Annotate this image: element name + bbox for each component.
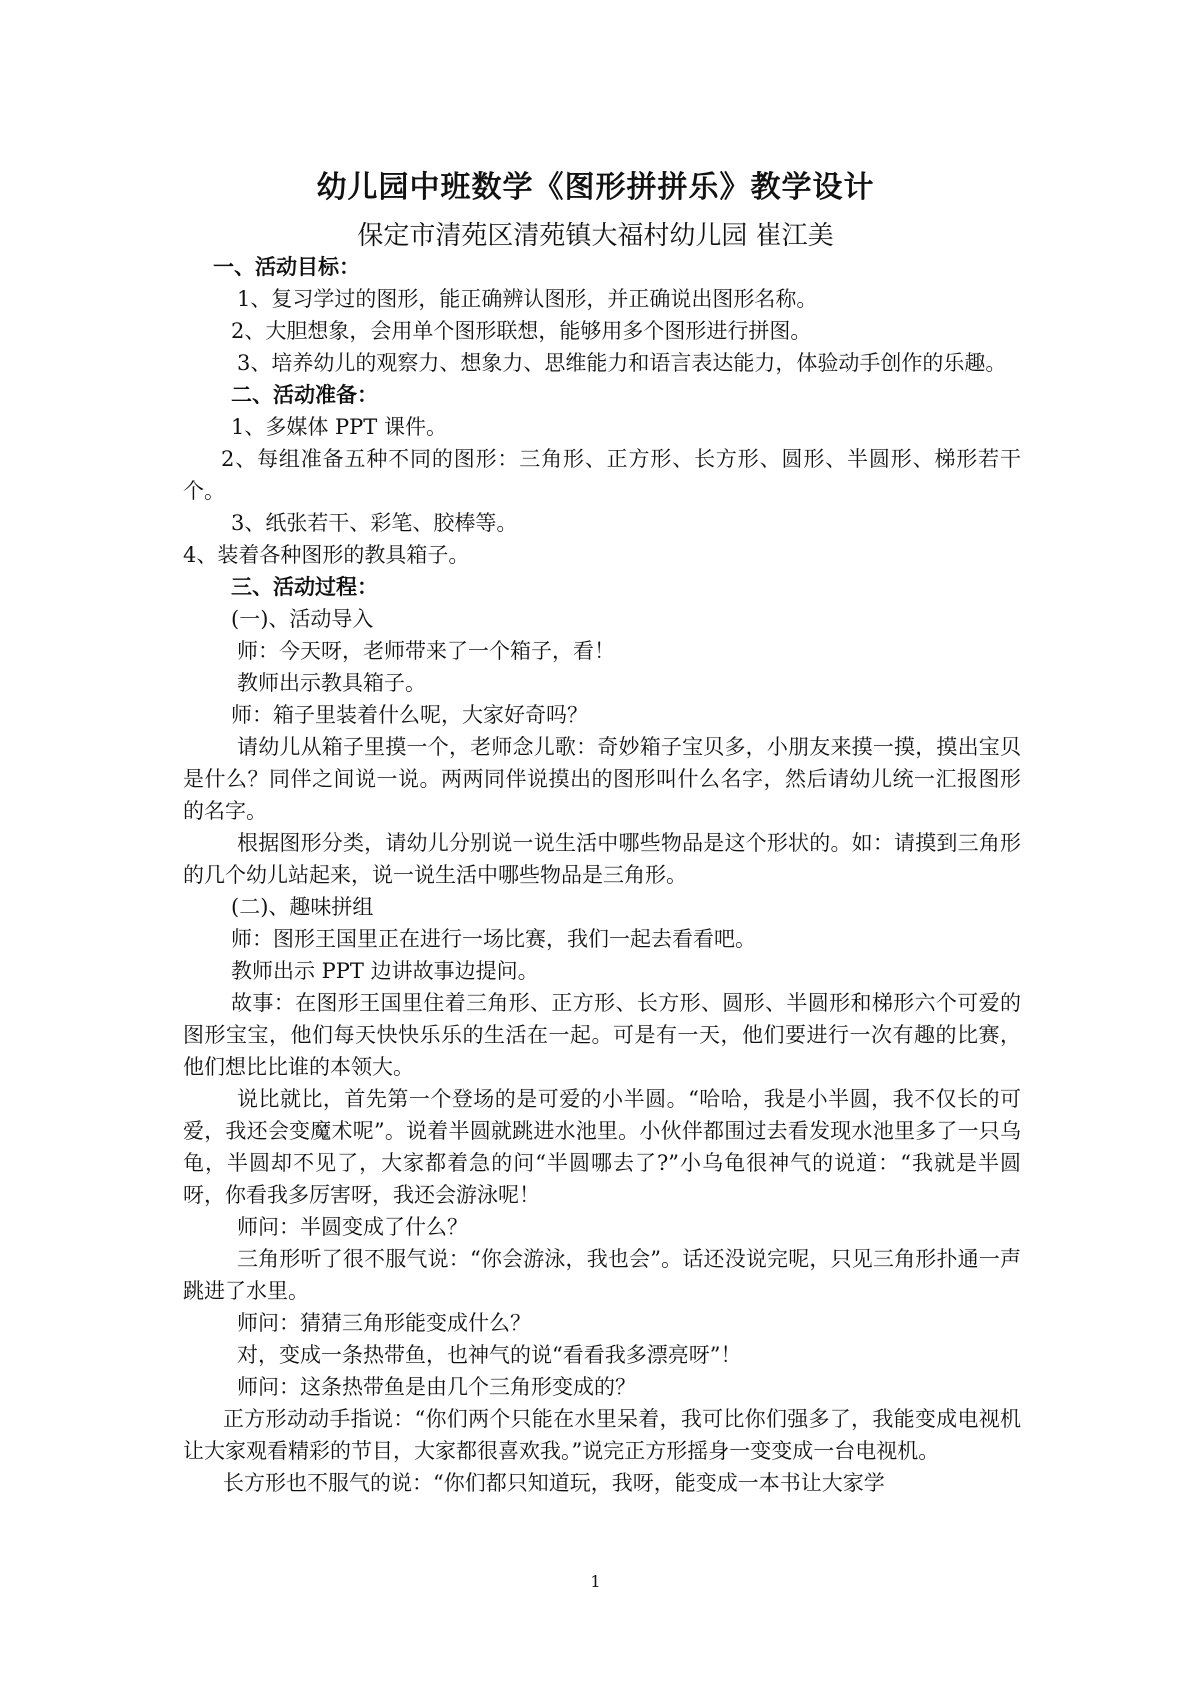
paragraph: 师问：半圆变成了什么？ bbox=[237, 1215, 468, 1239]
paragraph bbox=[183, 443, 1021, 507]
paragraph: 师问：这条热带鱼是由几个三角形变成的？ bbox=[237, 1375, 636, 1399]
paragraph-text: 长方形也不服气的说：“你们都只知道玩，我呀，能变成一本书让大家学 bbox=[223, 1471, 885, 1495]
paragraph bbox=[183, 731, 1021, 827]
paragraph-text: 三角形听了很不服气说：“你会游泳，我也会”。话还没说完呢，只见三角形扑通一声跳进了水里。 bbox=[183, 1247, 1021, 1303]
paragraph bbox=[183, 987, 1021, 1083]
paragraph bbox=[183, 1403, 1021, 1467]
subsection-heading-puzzle: (二)、趣味拼组 bbox=[231, 895, 374, 919]
paragraph-text: 3、培养幼儿的观察力、想象力、思维能力和语言表达能力，体验动手创作的乐趣。 bbox=[237, 351, 1007, 375]
paragraph bbox=[183, 1083, 1021, 1211]
paragraph bbox=[183, 1467, 1021, 1499]
paragraph: 师：图形王国里正在进行一场比赛，我们一起去看看吧。 bbox=[231, 927, 756, 951]
paragraph: 对，变成一条热带鱼，也神气的说“看看我多漂亮呀”！ bbox=[237, 1343, 742, 1367]
document-author: 保定市清苑区清苑镇大福村幼儿园 崔江美 bbox=[357, 221, 834, 251]
paragraph: 3、纸张若干、彩笔、胶棒等。 bbox=[231, 511, 518, 535]
paragraph: 1、多媒体 PPT 课件。 bbox=[231, 415, 447, 439]
document-body bbox=[183, 251, 1021, 1499]
paragraph-text: 正方形动动手指说：“你们两个只能在水里呆着，我可比你们强多了，我能变成电视机让大家观看精彩的节目，大家都很喜欢我。”说完正方形摇身一变变成一台电视机。 bbox=[183, 1407, 1021, 1463]
paragraph: 2、大胆想象，会用单个图形联想，能够用多个图形进行拼图。 bbox=[231, 319, 812, 343]
document-title: 幼儿园中班数学《图形拼拼乐》教学设计 bbox=[316, 170, 875, 205]
section-heading-preparation: 二、活动准备： bbox=[231, 383, 378, 407]
paragraph: 师：箱子里装着什么呢，大家好奇吗？ bbox=[231, 703, 588, 727]
page-number: 1 bbox=[590, 1572, 601, 1591]
paragraph: 4、装着各种图形的教具箱子。 bbox=[183, 543, 470, 567]
paragraph: 1、复习学过的图形，能正确辨认图形，并正确说出图形名称。 bbox=[237, 287, 818, 311]
subsection-heading-intro: (一)、活动导入 bbox=[231, 607, 374, 631]
paragraph-text: 故事：在图形王国里住着三角形、正方形、长方形、圆形、半圆形和梯形六个可爱的图形宝宝，他们每天快快乐乐的生活在一起。可是有一天，他们要进行一次有趣的比赛，他们想比比谁的本领大。 bbox=[183, 991, 1021, 1079]
paragraph-text: 根据图形分类，请幼儿分别说一说生活中哪些物品是这个形状的。如：请摸到三角形的几个幼儿站起来，说一说生活中哪些物品是三角形。 bbox=[183, 831, 1021, 887]
paragraph bbox=[183, 1243, 1021, 1307]
paragraph: 教师出示 PPT 边讲故事边提问。 bbox=[231, 959, 539, 983]
paragraph bbox=[183, 347, 1021, 379]
paragraph: 师：今天呀，老师带来了一个箱子，看！ bbox=[237, 639, 615, 663]
paragraph: 师问：猜猜三角形能变成什么？ bbox=[237, 1311, 531, 1335]
paragraph-text: 请幼儿从箱子里摸一个，老师念儿歌：奇妙箱子宝贝多，小朋友来摸一摸，摸出宝贝是什么？同伴之间说一说。两两同伴说摸出的图形叫什么名字，然后请幼儿统一汇报图形的名字。 bbox=[183, 735, 1021, 823]
paragraph-text: 说比就比，首先第一个登场的是可爱的小半圆。“哈哈，我是小半圆，我不仅长的可爱，我还会变魔术呢”。说着半圆就跳进水池里。小伙伴都围过去看发现水池里多了一只乌龟，半圆却不见了，大家都着急的问“半圆哪去了?”小乌龟很神气的说道：“我就是半圆呀，你看我多厉害呀，我还会游泳呢！ bbox=[183, 1087, 1021, 1207]
paragraph-text: 2、每组准备五种不同的图形：三角形、正方形、长方形、圆形、半圆形、梯形若干个。 bbox=[183, 447, 1021, 503]
section-heading-process: 三、活动过程： bbox=[231, 575, 378, 599]
paragraph: 教师出示教具箱子。 bbox=[237, 671, 426, 695]
paragraph bbox=[183, 827, 1021, 891]
section-heading-goals: 一、活动目标： bbox=[213, 255, 360, 279]
